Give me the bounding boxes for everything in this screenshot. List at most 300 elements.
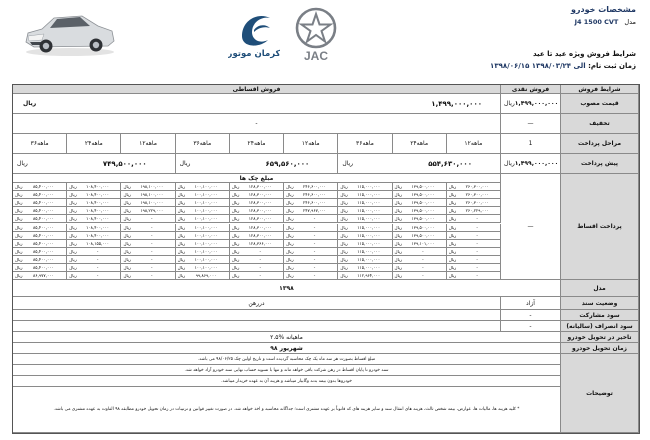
cheque-amount xyxy=(13,199,67,207)
rial-unit: ریال xyxy=(448,240,457,246)
rial-unit: ریال xyxy=(340,248,348,254)
cheque-value: ۱۱۵,۰۰۰,۰۰۰ xyxy=(357,256,381,262)
cheque-amount xyxy=(121,199,175,207)
cheque-amount xyxy=(67,264,121,272)
rial-unit: ریال xyxy=(231,265,240,271)
rial-unit: ریال xyxy=(340,208,348,214)
cheque-value: - xyxy=(422,273,424,279)
cheque-amount xyxy=(447,248,501,256)
cheque-value: ۱۲۸,۳۰۰,۰۰۰ xyxy=(248,232,272,238)
cheque-value: ۱۱۵,۰۰۰,۰۰۰ xyxy=(357,184,381,190)
rial-unit: ریال xyxy=(231,256,240,262)
rial-unit: ریال xyxy=(15,184,23,190)
rial-unit: ریال xyxy=(17,160,28,167)
rial-unit: ریال xyxy=(286,248,294,254)
cheque-value: ۱۲۸,۳۰۰,۰۰۰ xyxy=(248,224,272,230)
rial-unit: ریال xyxy=(123,216,131,222)
cheque-amount xyxy=(284,272,338,280)
rial-unit: ریال xyxy=(394,232,403,238)
annual-profit-label: سود انصراف (سالیانه) xyxy=(561,321,639,332)
rial-unit: ریال xyxy=(15,208,23,214)
cheque-value: ۱۲۸,۳۶۶,۰۰۰ xyxy=(248,240,272,246)
cheque-amount xyxy=(338,199,392,207)
rial-unit: ریال xyxy=(231,273,240,279)
cheque-amount xyxy=(13,224,67,232)
rial-unit: ریال xyxy=(123,248,131,254)
payment-stage-5: ۲۴ماهه xyxy=(230,134,284,154)
cheque-amount xyxy=(447,256,501,264)
cheque-amount xyxy=(176,264,230,272)
payment-stage-6: ۳۶ماهه xyxy=(176,134,230,154)
rial-unit: ریال xyxy=(177,224,186,230)
cheque-amount xyxy=(13,272,67,280)
registration-dates: ۱۳۹۸/۰۶/۱۵ الی ۱۳۹۸/۰۳/۲۴ xyxy=(490,62,586,70)
cash-stages: 1 xyxy=(501,134,561,154)
cheque-value: ۱۳۹,۱۰۱,۰۰۰ xyxy=(411,240,435,246)
cheque-amount xyxy=(230,183,284,191)
cheque-value: ۱۱۵,۰۰۰,۰۰۰ xyxy=(357,216,381,222)
prepayment-value: ۵۵۴,۶۳۰,۰۰۰ xyxy=(428,159,472,168)
cash-prepayment-value: ۱,۴۹۹,۰۰۰,۰۰۰ xyxy=(514,160,559,167)
cheque-amount xyxy=(393,224,447,232)
cheque-amount xyxy=(230,215,284,223)
note-line: * کلیه هزینه ها، مالیات ها، عوارض، بیمه شخص ثالث، هزینه های انتقال سند و سایر هزینه های که قانوناً بر عهده مشتری است؛ جداگانه محاسبه و اخذ خواهد شد. در صورت تغییر قوانین و ترتیبات در زمان تحویل خودرو مطابقه ۹۸ الفاوت به عهده مشتری می باشد. xyxy=(13,387,561,433)
rial-unit: ریال xyxy=(448,265,457,271)
note-line: مبلغ اقساط بصورت هر سه ماه یک چک محاسبه گردیده است و تاریخ اولین چک ۹۸/۰۶/۲۵ می باشد. xyxy=(13,354,561,365)
cheque-value: ۱۱۵,۰۰۰,۰۰۰ xyxy=(357,232,381,238)
cheque-value: ۱۳۹,۵۰۰,۰۰۰ xyxy=(411,232,435,238)
cheque-amount xyxy=(338,215,392,223)
cheque-value: - xyxy=(151,232,153,238)
installment-annual-profit xyxy=(13,321,501,332)
cheque-amount xyxy=(230,191,284,199)
rial-unit: ریال xyxy=(69,248,77,254)
cheque-value: ۱۰۰,۱۰۰,۰۰۰ xyxy=(194,216,218,222)
cheque-value: - xyxy=(313,240,316,246)
cheque-amount xyxy=(447,224,501,232)
cheque-value: ۱۳۹,۵۰۰,۰۰۰ xyxy=(411,216,435,222)
rial-unit: ریال xyxy=(448,232,457,238)
cheque-value: ۸۶,۹۷۷,۰۰۰ xyxy=(33,273,54,279)
cheque-amount xyxy=(67,256,121,264)
installment-document-status: دررهن xyxy=(13,297,501,310)
jac-logo-text: JAC xyxy=(303,49,329,63)
cheque-amount xyxy=(13,191,67,199)
cheque-value: - xyxy=(151,256,153,262)
cheque-amount xyxy=(13,256,67,264)
installment-partnership-profit xyxy=(13,310,501,321)
prepayment-group-2 xyxy=(176,154,339,174)
sale-title: شرایط فروش ویژه عید تا عید xyxy=(533,50,636,58)
header xyxy=(0,0,650,84)
cheque-amount xyxy=(121,264,175,272)
cash-price-value: ۱,۴۹۹,۰۰۰,۰۰۰ xyxy=(514,100,559,107)
cheque-value: - xyxy=(151,273,153,279)
rial-unit: ریال xyxy=(286,208,294,214)
cheque-value: ۱۰۰,۱۰۰,۰۰۰ xyxy=(194,248,218,254)
rial-unit: ریال xyxy=(69,256,77,262)
cheque-amount xyxy=(67,248,121,256)
cheque-value: ۱۳۹,۵۰۰,۰۰۰ xyxy=(411,208,435,214)
sales-conditions-header: شرایط فروش xyxy=(561,85,639,94)
rial-unit: ریال xyxy=(448,216,457,222)
cheque-value: ۸۵,۴۰۰,۰۰۰ xyxy=(33,224,54,230)
kerman-motor-logo xyxy=(228,6,280,60)
cheque-value: ۲۶۰,۳۰۰,۰۰۰ xyxy=(465,192,489,198)
rial-unit: ریال xyxy=(286,184,294,190)
rial-unit: ریال xyxy=(448,184,457,190)
cheque-value: - xyxy=(151,224,153,230)
rial-unit: ریال xyxy=(69,224,77,230)
cheque-amount xyxy=(176,207,230,215)
rial-unit: ریال xyxy=(15,265,23,271)
cheque-value: ۲۴۷,۹۶۷,۰۰۰ xyxy=(303,208,326,214)
cheque-amount xyxy=(393,199,447,207)
cash-prepayment xyxy=(501,154,561,174)
cheque-value: ۱۳۹,۵۰۰,۰۰۰ xyxy=(411,224,435,230)
rial-unit: ریال xyxy=(394,208,403,214)
cheque-value: ۲۴۶,۶۰۰,۰۰۰ xyxy=(303,184,326,190)
cheque-amount xyxy=(338,256,392,264)
rial-unit: ریال xyxy=(69,184,77,190)
cheque-amount xyxy=(176,272,230,280)
payment-stage-2: ۲۴ماهه xyxy=(393,134,447,154)
cheque-amount xyxy=(284,191,338,199)
cheque-value: ۱۰۸,۴۰۰,۰۰۰ xyxy=(86,216,110,222)
cheque-value: - xyxy=(422,265,424,271)
cheque-amount xyxy=(67,207,121,215)
rial-unit: ریال xyxy=(340,256,348,262)
payment-stage-4: ۱۲ماهه xyxy=(284,134,338,154)
cheque-amount xyxy=(13,215,67,223)
payment-stage-7: ۱۲ماهه xyxy=(121,134,175,154)
cheque-value: ۸۵,۴۰۰,۰۰۰ xyxy=(33,208,54,214)
cheque-value: ۱۱۵,۰۰۰,۰۰۰ xyxy=(357,265,381,271)
rial-unit: ریال xyxy=(448,192,457,198)
cheque-amount xyxy=(67,240,121,248)
cheque-amount xyxy=(176,191,230,199)
cheque-value: - xyxy=(313,265,316,271)
cheque-value: ۲۶۰,۳۰۰,۰۰۰ xyxy=(465,184,489,190)
cheque-value: ۱۲۸,۳۰۰,۰۰۰ xyxy=(248,208,272,214)
cash-document-status: آزاد xyxy=(501,297,561,310)
cheque-value: - xyxy=(476,216,478,222)
cheque-amount xyxy=(176,199,230,207)
rial-unit: ریال xyxy=(179,160,191,167)
cheque-amount xyxy=(447,232,501,240)
rial-unit: ریال xyxy=(286,265,294,271)
sales-conditions-table xyxy=(12,84,640,434)
delivery-delay-value: ۲.۵% ماهیانه xyxy=(13,332,561,343)
rial-unit: ریال xyxy=(342,160,354,167)
cheque-value: ۱۰۰,۱۰۰,۰۰۰ xyxy=(194,208,218,214)
rial-unit: ریال xyxy=(15,240,23,246)
cheque-value: - xyxy=(476,273,478,279)
cheque-amount xyxy=(338,240,392,248)
cheque-amount xyxy=(121,207,175,215)
rial-unit: ریال xyxy=(177,192,186,198)
rial-unit: ریال xyxy=(340,192,348,198)
cheque-value: - xyxy=(313,216,316,222)
cheque-amount xyxy=(121,248,175,256)
cheque-value: ۱۳۹,۵۰۰,۰۰۰ xyxy=(411,192,435,198)
rial-unit: ریال xyxy=(123,200,131,206)
cheque-amount xyxy=(447,199,501,207)
rial-unit: ریال xyxy=(177,273,186,279)
cheque-value: ۱۰۰,۱۰۰,۰۰۰ xyxy=(194,240,218,246)
cheque-amount xyxy=(13,264,67,272)
cheque-value: ۱۱۲,۹۶۴,۰۰۰ xyxy=(357,273,381,279)
cash-price xyxy=(501,94,561,114)
rial-unit: ریال xyxy=(15,200,23,206)
rial-unit: ریال xyxy=(69,240,77,246)
cheque-amount xyxy=(393,272,447,280)
rial-unit: ریال xyxy=(123,265,131,271)
cheque-value: ۱۰۰,۱۰۰,۰۰۰ xyxy=(194,200,218,206)
cheque-value: ۱۲۸,۳۰۰,۰۰۰ xyxy=(248,184,272,190)
rial-unit: ریال xyxy=(448,256,457,262)
rial-unit: ریال xyxy=(286,224,294,230)
delivery-delay-label: تاخیر در تحویل خودرو xyxy=(561,332,639,343)
cheque-amount xyxy=(393,191,447,199)
cheque-value: - xyxy=(476,232,478,238)
cheque-value: - xyxy=(476,224,478,230)
rial-unit: ریال xyxy=(340,224,348,230)
cheque-amount xyxy=(393,183,447,191)
rial-unit: ریال xyxy=(231,200,240,206)
cheque-amount xyxy=(447,191,501,199)
cash-sales-header: فروش نقدی xyxy=(501,85,561,94)
cheque-amount xyxy=(393,256,447,264)
cheque-amount xyxy=(284,248,338,256)
model-label: مدل xyxy=(624,18,636,26)
cheque-amount xyxy=(121,256,175,264)
cheque-value: - xyxy=(259,256,261,262)
rial-unit: ریال xyxy=(69,232,77,238)
rial-unit: ریال xyxy=(286,273,294,279)
cheque-value: ۸۵,۴۰۰,۰۰۰ xyxy=(33,216,54,222)
rial-unit: ریال xyxy=(340,184,348,190)
rial-unit: ریال xyxy=(504,160,515,167)
rial-unit: ریال xyxy=(340,200,348,206)
cheque-value: ۱۰۰,۱۰۰,۰۰۰ xyxy=(194,224,218,230)
rial-unit: ریال xyxy=(394,184,403,190)
cheque-value: ۸۵,۴۰۰,۰۰۰ xyxy=(33,200,54,206)
cheque-value: - xyxy=(151,240,153,246)
notes-label: توضیحات xyxy=(561,354,639,433)
rial-unit: ریال xyxy=(394,248,403,254)
rial-unit: ریال xyxy=(177,200,186,206)
cheque-amount xyxy=(447,240,501,248)
cheque-value: - xyxy=(313,256,316,262)
cheque-value: - xyxy=(151,265,153,271)
cheque-amount xyxy=(230,256,284,264)
cheque-amount xyxy=(67,232,121,240)
rial-unit: ریال xyxy=(69,216,77,222)
partnership-profit-label: سود مشارکت xyxy=(561,310,639,321)
cheque-value: ۱۹۸,۱۰۰,۰۰۰ xyxy=(140,200,164,206)
cheque-value: ۲۶۰,۲۲۹,۰۰۰ xyxy=(465,208,489,214)
cheque-amount xyxy=(338,248,392,256)
cheque-value: - xyxy=(259,273,261,279)
cheque-value: - xyxy=(96,248,99,254)
vehicle-info xyxy=(476,5,636,70)
cheque-value: ۱۱۵,۰۰۰,۰۰۰ xyxy=(357,224,381,230)
rial-unit: ریال xyxy=(448,224,457,230)
delivery-time-value: شهریور ۹۸ xyxy=(13,343,561,354)
rial-unit: ریال xyxy=(448,248,457,254)
cheque-value: ۱۲۸,۳۰۰,۰۰۰ xyxy=(248,216,272,222)
cheque-amount xyxy=(13,207,67,215)
cheque-amount xyxy=(67,199,121,207)
registration-label: زمان ثبت نام: xyxy=(588,62,636,70)
cheque-amount xyxy=(284,183,338,191)
rial-unit: ریال xyxy=(177,248,186,254)
cheque-amount xyxy=(447,183,501,191)
cheque-amount xyxy=(176,240,230,248)
rial-unit: ریال xyxy=(448,273,457,279)
rial-unit: ریال xyxy=(394,224,403,230)
rial-unit: ریال xyxy=(340,232,348,238)
cheque-amount xyxy=(447,215,501,223)
cheque-amount xyxy=(121,224,175,232)
jac-logo xyxy=(288,6,344,64)
rial-unit: ریال xyxy=(69,192,77,198)
rial-unit: ریال xyxy=(394,192,403,198)
cheque-amount xyxy=(13,240,67,248)
rial-unit: ریال xyxy=(231,208,240,214)
cheque-value: ۲۴۶,۶۰۰,۰۰۰ xyxy=(303,192,326,198)
cheque-amount xyxy=(338,191,392,199)
discount-label: تخفیف xyxy=(561,114,639,134)
cheque-amount xyxy=(338,272,392,280)
cheque-amount xyxy=(13,248,67,256)
cheque-value: ۸۵,۴۰۰,۰۰۰ xyxy=(33,265,54,271)
rial-unit: ریال xyxy=(231,248,240,254)
rial-unit: ریال xyxy=(177,232,186,238)
rial-unit: ریال xyxy=(177,265,186,271)
cheque-amount xyxy=(67,272,121,280)
rial-unit: ریال xyxy=(394,265,403,271)
cheque-value: ۱۹۸,۱۰۰,۰۰۰ xyxy=(140,184,164,190)
note-line: خودروها بدون بیمه بدنه وگابیار میباشد و هزینه آن به عهده خریدار میباشد. xyxy=(13,376,561,387)
cheque-value: ۱۳۹,۵۰۰,۰۰۰ xyxy=(411,184,435,190)
cheque-amount xyxy=(284,215,338,223)
cheque-value: - xyxy=(96,273,99,279)
cheque-amount xyxy=(338,264,392,272)
rial-unit: ریال xyxy=(394,256,403,262)
cheque-amount xyxy=(121,272,175,280)
cheque-value: - xyxy=(422,256,424,262)
rial-unit: ریال xyxy=(231,240,240,246)
rial-unit: ریال xyxy=(231,224,240,230)
cheque-amount xyxy=(230,224,284,232)
cheque-amounts-title: مبلغ چک ها xyxy=(13,174,501,183)
cash-installments: — xyxy=(501,174,561,280)
cheque-amount xyxy=(338,232,392,240)
cheque-value: ۱۰۸,۴۰۰,۰۰۰ xyxy=(86,200,110,206)
cheque-amount xyxy=(393,264,447,272)
rial-unit: ریال xyxy=(15,232,23,238)
cheque-amount xyxy=(284,224,338,232)
installment-price xyxy=(13,94,501,114)
cheque-value: ۱۰۰,۱۰۰,۰۰۰ xyxy=(194,256,218,262)
cheque-amount xyxy=(284,232,338,240)
cheque-amount xyxy=(284,264,338,272)
cheque-amount xyxy=(393,215,447,223)
cheque-amount xyxy=(447,207,501,215)
cheque-value: - xyxy=(151,248,153,254)
note-line: سند خودرو تا پایان اقساط در رهن شرکت باقی خواهد ماند و تنها با تسویه حساب نهایی سند خودرو آزاد خواهد شد. xyxy=(13,365,561,376)
cheque-value: ۱۰۰,۱۰۰,۰۰۰ xyxy=(194,192,218,198)
rial-unit: ریال xyxy=(123,184,131,190)
cheque-value: - xyxy=(313,248,316,254)
rial-unit: ریال xyxy=(286,256,294,262)
rial-unit: ریال xyxy=(394,200,403,206)
prepayment-group-3 xyxy=(13,154,176,174)
installment-sales-header: فروش اقساطی xyxy=(13,85,501,94)
cheque-amount xyxy=(338,183,392,191)
cheque-value: - xyxy=(96,256,99,262)
cheque-amount xyxy=(121,215,175,223)
model-row xyxy=(476,18,636,26)
cheque-amount xyxy=(13,232,67,240)
cheque-value: - xyxy=(313,232,316,238)
cheque-value: ۱۰۸,۴۰۰,۰۰۰ xyxy=(86,232,110,238)
cheque-value: ۸۵,۴۰۰,۰۰۰ xyxy=(33,248,54,254)
rial-unit: ریال xyxy=(69,200,77,206)
rial-unit: ریال xyxy=(394,240,403,246)
rial-unit: ریال xyxy=(123,240,131,246)
rial-unit: ریال xyxy=(286,192,294,198)
kerman-logo-text: کرمان موتور xyxy=(228,49,280,59)
cheque-value: ۸۵,۴۰۰,۰۰۰ xyxy=(33,232,54,238)
cheque-amount xyxy=(67,224,121,232)
rial-unit: ریال xyxy=(286,216,294,222)
cheque-value: ۱۳۹,۵۰۰,۰۰۰ xyxy=(411,200,435,206)
cheque-value: ۱۰۸,۴۰۰,۰۰۰ xyxy=(86,208,110,214)
rial-unit: ریال xyxy=(177,256,186,262)
rial-unit: ریال xyxy=(340,273,348,279)
prepayment-value: ۶۵۹,۵۶۰,۰۰۰ xyxy=(265,159,310,168)
payment-stage-1: ۱۲ماهه xyxy=(447,134,501,154)
rial-unit: ریال xyxy=(69,265,77,271)
cheque-value: - xyxy=(422,248,424,254)
rial-unit: ریال xyxy=(15,192,23,198)
cheque-value: ۲۴۶,۶۰۰,۰۰۰ xyxy=(303,200,326,206)
cheque-amount xyxy=(230,264,284,272)
payment-stage-8: ۲۴ماهه xyxy=(67,134,121,154)
rial-unit: ریال xyxy=(231,184,240,190)
cheque-amount xyxy=(176,256,230,264)
cheque-value: ۱۱۵,۰۰۰,۰۰۰ xyxy=(357,208,381,214)
car-image xyxy=(20,6,118,58)
delivery-time-label: زمان تحویل خودرو xyxy=(561,343,639,354)
cheque-value: ۱۱۵,۰۰۰,۰۰۰ xyxy=(357,248,381,254)
cheque-value: ۱۹۸,۲۲۹,۰۰۰ xyxy=(140,208,164,214)
cheque-value: ۱۱۵,۰۰۰,۰۰۰ xyxy=(357,192,381,198)
cheque-amount xyxy=(284,207,338,215)
cash-discount: — xyxy=(501,114,561,134)
cheque-amount xyxy=(393,207,447,215)
cheque-value: ۸۵,۴۰۰,۰۰۰ xyxy=(33,184,54,190)
rial-unit: ریال xyxy=(123,273,131,279)
cheque-value: - xyxy=(313,273,316,279)
cheque-value: ۸۵,۴۰۰,۰۰۰ xyxy=(33,240,54,246)
rial-unit: ریال xyxy=(340,216,348,222)
cheque-value: - xyxy=(476,256,478,262)
rial-unit: ریال xyxy=(286,240,294,246)
